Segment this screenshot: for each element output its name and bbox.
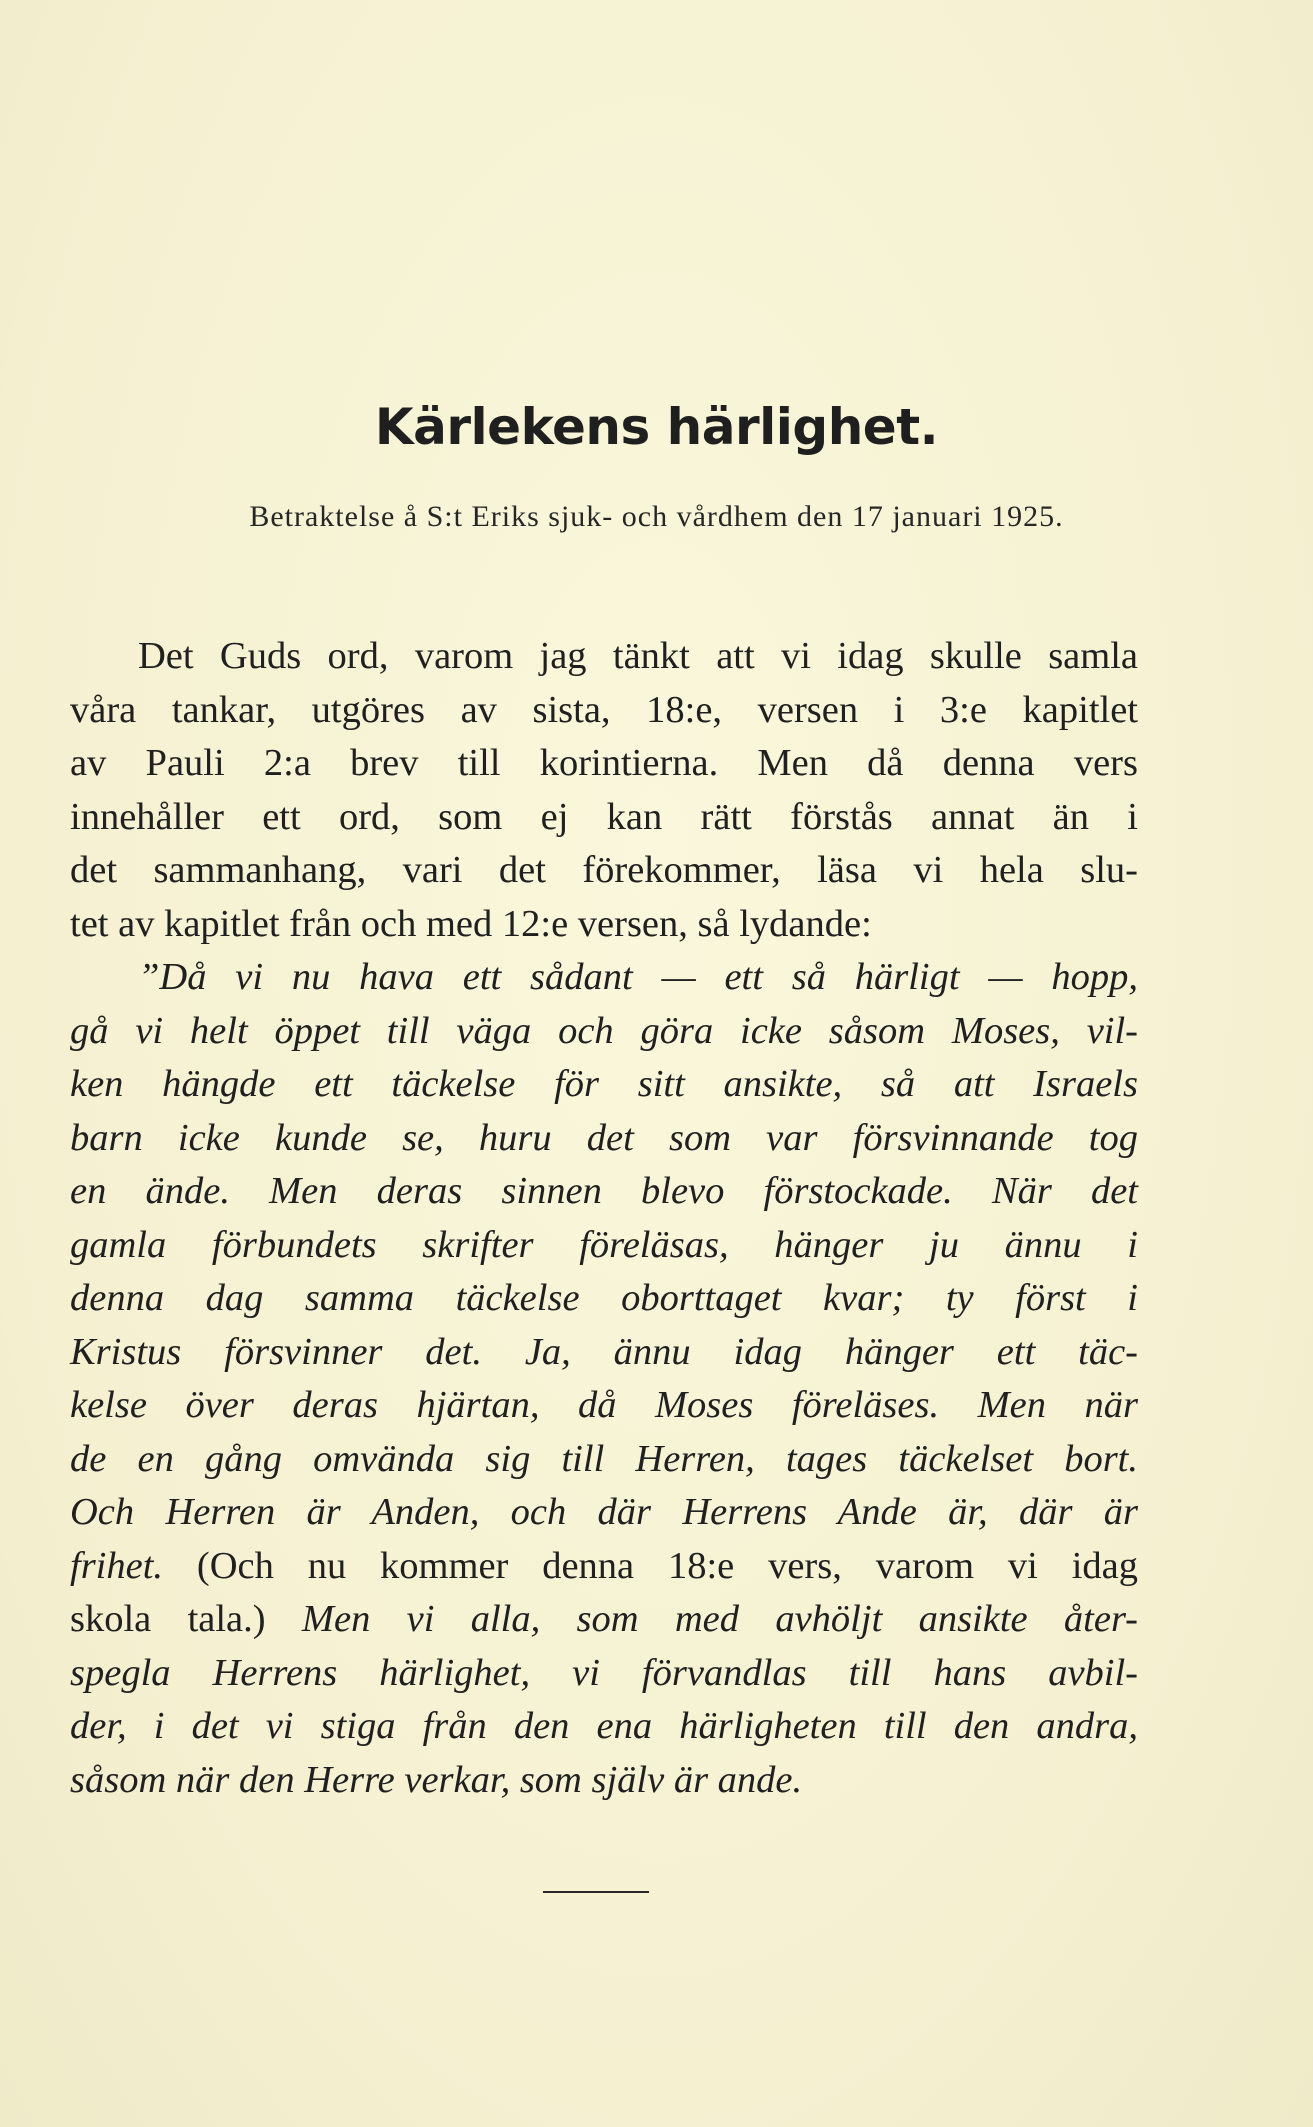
quote-line: gå vi helt öppet till väga och göra icke såsom Moses, vil- <box>70 1009 1138 1052</box>
page-subtitle: Betraktelse å S:t Eriks sjuk- och vårdhem den 17 januari 1925. <box>249 500 1064 533</box>
text-line: Det Guds ord, varom jag tänkt att vi idag skulle samla <box>138 635 1138 677</box>
quote-line: en ände. Men deras sinnen blevo förstockade. När det <box>70 1170 1138 1212</box>
text-line: av Pauli 2:a brev till korintierna. Men då denna vers <box>70 742 1138 784</box>
mixed-line: skola tala.) Men vi alla, som med avhöljt ansikte åter- <box>70 1598 1138 1640</box>
quote-line: barn icke kunde se, huru det som var försvinnande tog <box>70 1116 1138 1159</box>
mixed-line: frihet. (Och nu kommer denna 18:e vers, varom vi idag <box>70 1544 1138 1587</box>
text-line: det sammanhang, vari det förekommer, läsa vi hela slu- <box>70 849 1138 891</box>
quote-line: ken hängde ett täckelse för sitt ansikte, så att Israels <box>70 1063 1138 1105</box>
page-title: Kärlekens härlighet. <box>374 398 939 456</box>
quote-line: såsom när den Herre verkar, som själv är ande. <box>70 1758 803 1801</box>
quote-line: gamla förbundets skrifter föreläsas, hänger ju ännu i <box>70 1223 1138 1266</box>
quote-line: denna dag samma täckelse oborttaget kvar; ty först i <box>70 1277 1138 1319</box>
quote-line: spegla Herrens härlighet, vi förvandlas till hans avbil- <box>70 1651 1138 1694</box>
quote-line: de en gång omvända sig till Herren, tages täckelset bort. <box>70 1437 1138 1480</box>
quote-line: kelse över deras hjärtan, då Moses föreläses. Men när <box>70 1384 1138 1426</box>
text-line: våra tankar, utgöres av sista, 18:e, versen i 3:e kapitlet <box>70 688 1138 731</box>
quote-line: ”Då vi nu hava ett sådant — ett så härligt — hopp, <box>138 956 1138 998</box>
quote-line: Och Herren är Anden, och där Herrens Ande är, där är <box>70 1491 1138 1533</box>
text-line: innehåller ett ord, som ej kan rätt förstås annat än i <box>70 795 1138 838</box>
quote-line: Kristus försvinner det. Ja, ännu idag hänger ett täc- <box>70 1330 1138 1373</box>
text-line: tet av kapitlet från och med 12:e versen, så lydande: <box>70 902 872 945</box>
quote-line: der, i det vi stiga från den ena härligheten till den andra, <box>70 1705 1138 1747</box>
section-divider <box>543 1891 649 1893</box>
